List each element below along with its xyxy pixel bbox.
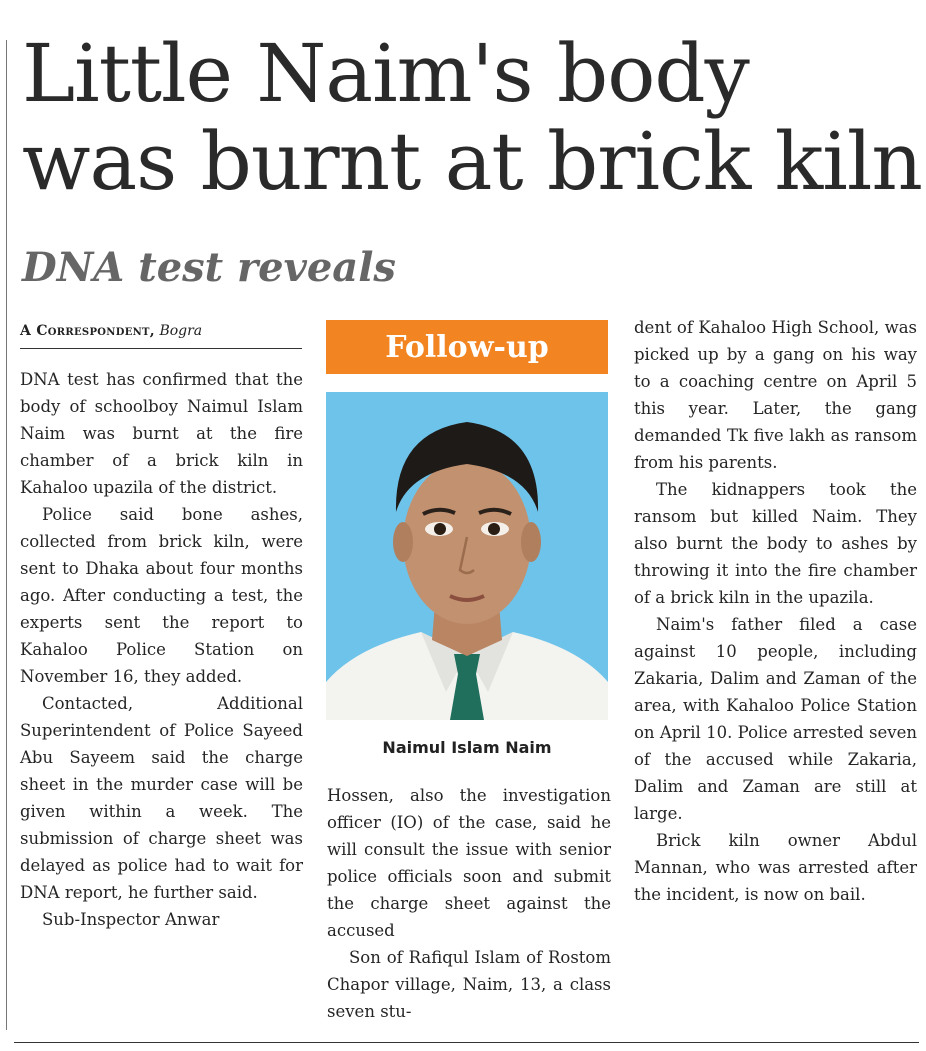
byline-author: A Correspondent, — [20, 323, 155, 339]
article-column-3 — [634, 314, 917, 908]
paragraph: dent of Kahaloo High School, was picked up by a gang on his way to a coaching centre on April 5 this year. Later, the gang demanded Tk five lakh as ransom from his parents. — [634, 318, 917, 472]
paragraph: Son of Rafiqul Islam of Rostom Chapor village, Naim, 13, a class seven stu- — [327, 948, 611, 1021]
paragraph: Naim's father filed a case against 10 people, including Zakaria, Dalim and Zaman of the area, with Kahaloo Police Station on April 10. Police arrested seven of the accused while Zakaria, Dalim and Zaman are still at large. — [634, 615, 917, 823]
paragraph: Police said bone ashes, collected from brick kiln, were sent to Dhaka about four months ago. After conducting a test, the experts sent the report to Kahaloo Police Station on November 16, they added. — [20, 505, 303, 686]
paragraph: Sub-Inspector Anwar — [42, 910, 220, 929]
byline — [20, 322, 302, 349]
byline-location: Bogra — [159, 323, 203, 339]
photo-caption: Naimul Islam Naim — [382, 738, 552, 757]
headline: Little Naim's body was burnt at brick kiln — [22, 27, 922, 208]
paragraph: DNA test has confirmed that the body of schoolboy Naimul Islam Naim was burnt at the fire chamber of a brick kiln in Kahaloo upazila of the district. — [20, 370, 303, 497]
left-column-rule — [6, 40, 7, 1030]
paragraph: Contacted, Additional Superintendent of Police Sayeed Abu Sayeem said the charge sheet in the murder case will be given within a week. The submission of charge sheet was delayed as police had to wait for DNA report, he further said. — [20, 694, 303, 902]
paragraph: The kidnappers took the ransom but killed Naim. They also burnt the body to ashes by throwing it into the fire chamber of a brick kiln in the upazila. — [634, 480, 917, 607]
subheadline: DNA test reveals — [22, 244, 396, 291]
paragraph: Brick kiln owner Abdul Mannan, who was arrested after the incident, is now on bail. — [634, 831, 917, 904]
portrait-photo — [326, 392, 608, 720]
follow-up-tag: Follow-up — [326, 320, 608, 374]
article-column-2 — [327, 782, 611, 1025]
bottom-rule — [14, 1042, 919, 1043]
paragraph: Hossen, also the investigation officer (IO) of the case, said he will consult the issue with senior police officials soon and submit the charge sheet against the accused — [327, 786, 611, 940]
article-column-1 — [20, 366, 303, 933]
